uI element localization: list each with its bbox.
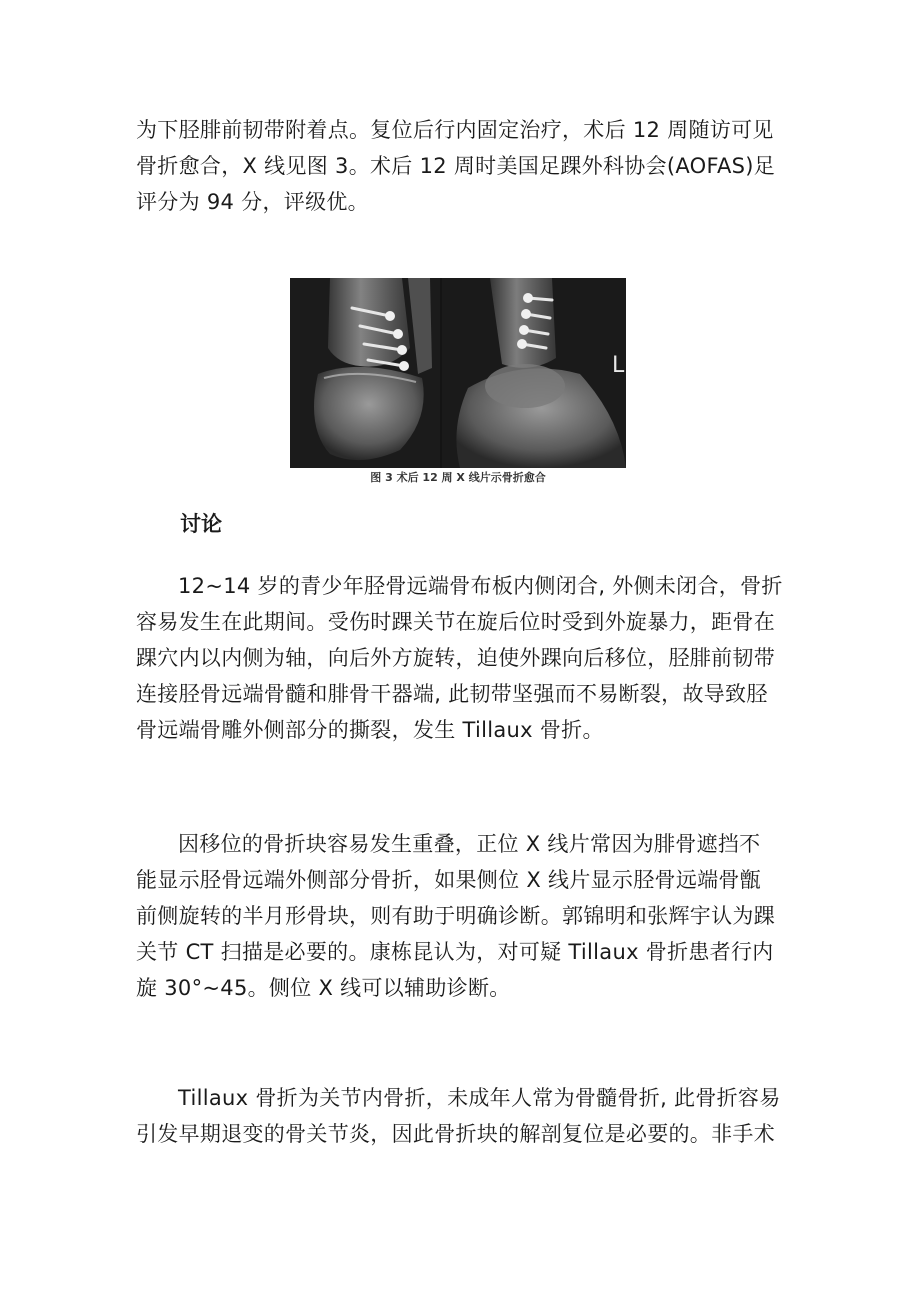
xray-image	[290, 278, 626, 468]
figure-caption: 图 3 术后 12 周 X 线片示骨折愈合	[370, 471, 546, 484]
text-line: 连接胫骨远端骨髓和腓骨干器端, 此韧带坚强而不易断裂，故导致胫	[136, 682, 768, 706]
text-line: 能显示胫骨远端外侧部分骨折，如果侧位 X 线片显示胫骨远端骨甑	[136, 868, 762, 892]
text-line: 踝穴内以内侧为轴，向后外方旋转，迫使外踝向后移位，胫腓前韧带	[136, 646, 775, 670]
text-line: 前侧旋转的半月形骨块，则有助于明确诊断。郭锦明和张辉宇认为踝	[136, 904, 775, 928]
paragraph-case-followup	[136, 112, 786, 220]
text-line: 引发早期退变的骨关节炎，因此骨折块的解剖复位是必要的。非手术	[136, 1122, 775, 1146]
text-line: Tillaux 骨折为关节内骨折，未成年人常为骨髓骨折, 此骨折容易	[178, 1086, 781, 1110]
xray-figure	[290, 278, 626, 468]
xray-side-marker: L	[612, 353, 625, 378]
xray-lateral-view	[442, 278, 626, 468]
text-line: 关节 CT 扫描是必要的。康栋昆认为，对可疑 Tillaux 骨折患者行内	[136, 940, 774, 964]
paragraph-discussion-2	[136, 826, 786, 1006]
text-line: 骨远端骨雕外侧部分的撕裂，发生 Tillaux 骨折。	[136, 718, 604, 742]
text-line: 为下胫腓前韧带附着点。复位后行内固定治疗，术后 12 周随访可见	[136, 118, 774, 142]
xray-ap-view	[290, 278, 440, 468]
text-line: 评分为 94 分，评级优。	[136, 190, 369, 214]
paragraph-discussion-3	[136, 1080, 786, 1152]
text-line: 旋 30°~45。侧位 X 线可以辅助诊断。	[136, 976, 511, 1000]
section-heading-discussion: 讨论	[180, 512, 222, 536]
text-line: 骨折愈合，X 线见图 3。术后 12 周时美国足踝外科协会(AOFAS)足	[136, 154, 776, 178]
text-line: 12~14 岁的青少年胫骨远端骨布板内侧闭合, 外侧未闭合，骨折	[178, 574, 783, 598]
paragraph-discussion-1	[136, 568, 786, 748]
text-line: 因移位的骨折块容易发生重叠，正位 X 线片常因为腓骨遮挡不	[178, 832, 761, 856]
text-line: 容易发生在此期间。受伤时踝关节在旋后位时受到外旋暴力，距骨在	[136, 610, 775, 634]
